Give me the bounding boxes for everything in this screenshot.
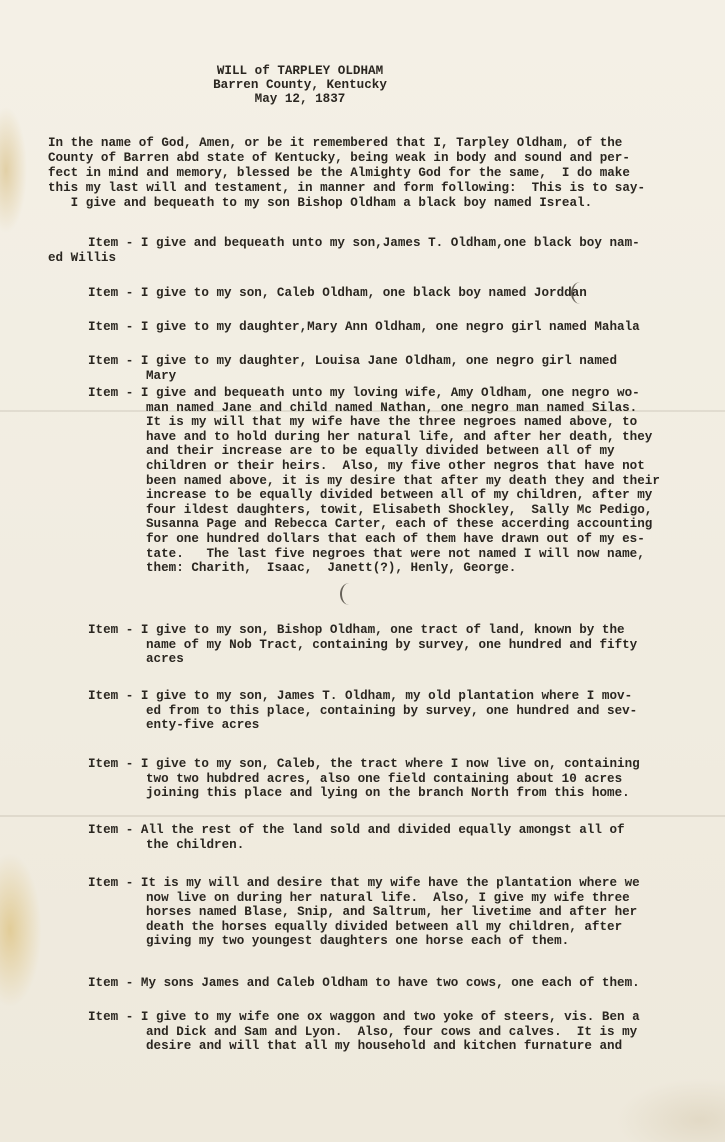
preamble-line: I give and bequeath to my son Bishop Oldham a black boy named Isreal. <box>48 196 593 210</box>
preamble-line: this my last will and testament, in manner and form following: This is to say- <box>48 181 646 195</box>
item-line: Item - I give to my son, Bishop Oldham, one tract of land, known by the <box>88 623 625 637</box>
document-heading <box>0 64 600 106</box>
item-line: increase to be equally divided between all of my children, after my <box>146 488 653 503</box>
item-line: for one hundred dollars that each of them have drawn out of my es- <box>146 531 645 546</box>
will-item <box>88 876 708 949</box>
will-item <box>88 286 708 301</box>
preamble-line: In the name of God, Amen, or be it remembered that I, Tarpley Oldham, of the <box>48 136 623 150</box>
preamble-line: County of Barren abd state of Kentucky, being weak in body and sound and per- <box>48 151 630 165</box>
item-line: Item - I give and bequeath unto my loving wife, Amy Oldham, one negro wo- <box>88 386 640 400</box>
preamble-line: fect in mind and memory, blessed be the Almighty God for the same, I do make <box>48 166 630 180</box>
item-line: Item - I give to my wife one ox waggon and two yoke of steers, vis. Ben a <box>88 1010 640 1024</box>
item-line: and their increase are to be equally divided between all of my <box>146 444 615 459</box>
item-line: them: Charith, Isaac, Janett(?), Henly, George. <box>146 561 517 576</box>
item-line: now live on during her natural life. Also, I give my wife three <box>146 890 630 905</box>
item-line: Item - I give to my son, James T. Oldham, my old plantation where I mov- <box>88 689 633 703</box>
document-date: May 12, 1837 <box>254 92 346 106</box>
item-line: ed from to this place, containing by survey, one hundred and sev- <box>146 703 638 718</box>
item-line: children or their heirs. Also, my five other negros that have not <box>146 458 645 473</box>
item-line: Susanna Page and Rebecca Carter, each of these accerding accounting <box>146 517 653 532</box>
item-line: Item - I give and bequeath unto my son,James T. Oldham,one black boy nam- <box>88 236 640 250</box>
will-item <box>48 236 708 265</box>
paper-fold-line <box>0 815 725 817</box>
item-line: Item - All the rest of the land sold and divided equally amongst all of <box>88 823 625 837</box>
item-line: Item - I give to my daughter, Louisa Jane Oldham, one negro girl named <box>88 354 618 368</box>
item-line: Item - My sons James and Caleb Oldham to have two cows, one each of them. <box>88 976 640 990</box>
item-line: man named Jane and child named Nathan, one negro man named Silas. <box>146 400 638 415</box>
preamble-paragraph <box>48 136 708 211</box>
will-item <box>88 320 708 335</box>
item-line: death the horses equally divided between all my children, after <box>146 919 623 934</box>
item-line: tate. The last five negroes that were not named I will now name, <box>146 546 645 561</box>
item-line: name of my Nob Tract, containing by survey, one hundred and fifty <box>146 637 638 652</box>
item-line: enty-five acres <box>146 718 260 733</box>
will-item <box>88 689 708 733</box>
item-line: joining this place and lying on the branch North from this home. <box>146 786 630 801</box>
will-item <box>88 976 708 991</box>
item-line: Item - I give to my son, Caleb Oldham, one black boy named Jorddan <box>88 286 587 300</box>
item-line: acres <box>146 652 184 667</box>
will-item <box>88 1010 708 1054</box>
item-line: the children. <box>146 837 245 852</box>
item-line: four ildest daughters, towit, Elisabeth Shockley, Sally Mc Pedigo, <box>146 502 653 517</box>
document-county: Barren County, Kentucky <box>213 78 387 92</box>
will-item <box>88 354 708 383</box>
item-line: horses named Blase, Snip, and Saltrum, her livetime and after her <box>146 905 638 920</box>
item-line: Mary <box>146 368 177 383</box>
handwritten-correction-mark <box>571 282 589 304</box>
item-line: giving my two youngest daughters one horse each of them. <box>146 934 570 949</box>
item-line: desire and will that all my household and kitchen furnature and <box>146 1039 623 1054</box>
item-line: and Dick and Sam and Lyon. Also, four cows and calves. It is my <box>146 1024 638 1039</box>
item-line: Item - I give to my son, Caleb, the tract where I now live on, containing <box>88 757 640 771</box>
item-line: have and to hold during her natural life, and after her death, they <box>146 429 653 444</box>
item-line: two two hubdred acres, also one field containing about 10 acres <box>146 771 623 786</box>
item-line: It is my will that my wife have the three negroes named above, to <box>146 415 638 430</box>
will-item <box>88 823 708 852</box>
item-line: ed Willis <box>48 250 117 265</box>
handwritten-correction-mark <box>340 583 358 605</box>
will-item <box>88 386 708 576</box>
item-line: Item - It is my will and desire that my wife have the plantation where we <box>88 876 640 890</box>
will-item <box>88 757 708 801</box>
document-title: WILL of TARPLEY OLDHAM <box>216 64 384 78</box>
item-line: been named above, it is my desire that after my death they and their <box>146 473 660 488</box>
will-item <box>88 623 708 667</box>
item-line: Item - I give to my daughter,Mary Ann Oldham, one negro girl named Mahala <box>88 320 640 334</box>
